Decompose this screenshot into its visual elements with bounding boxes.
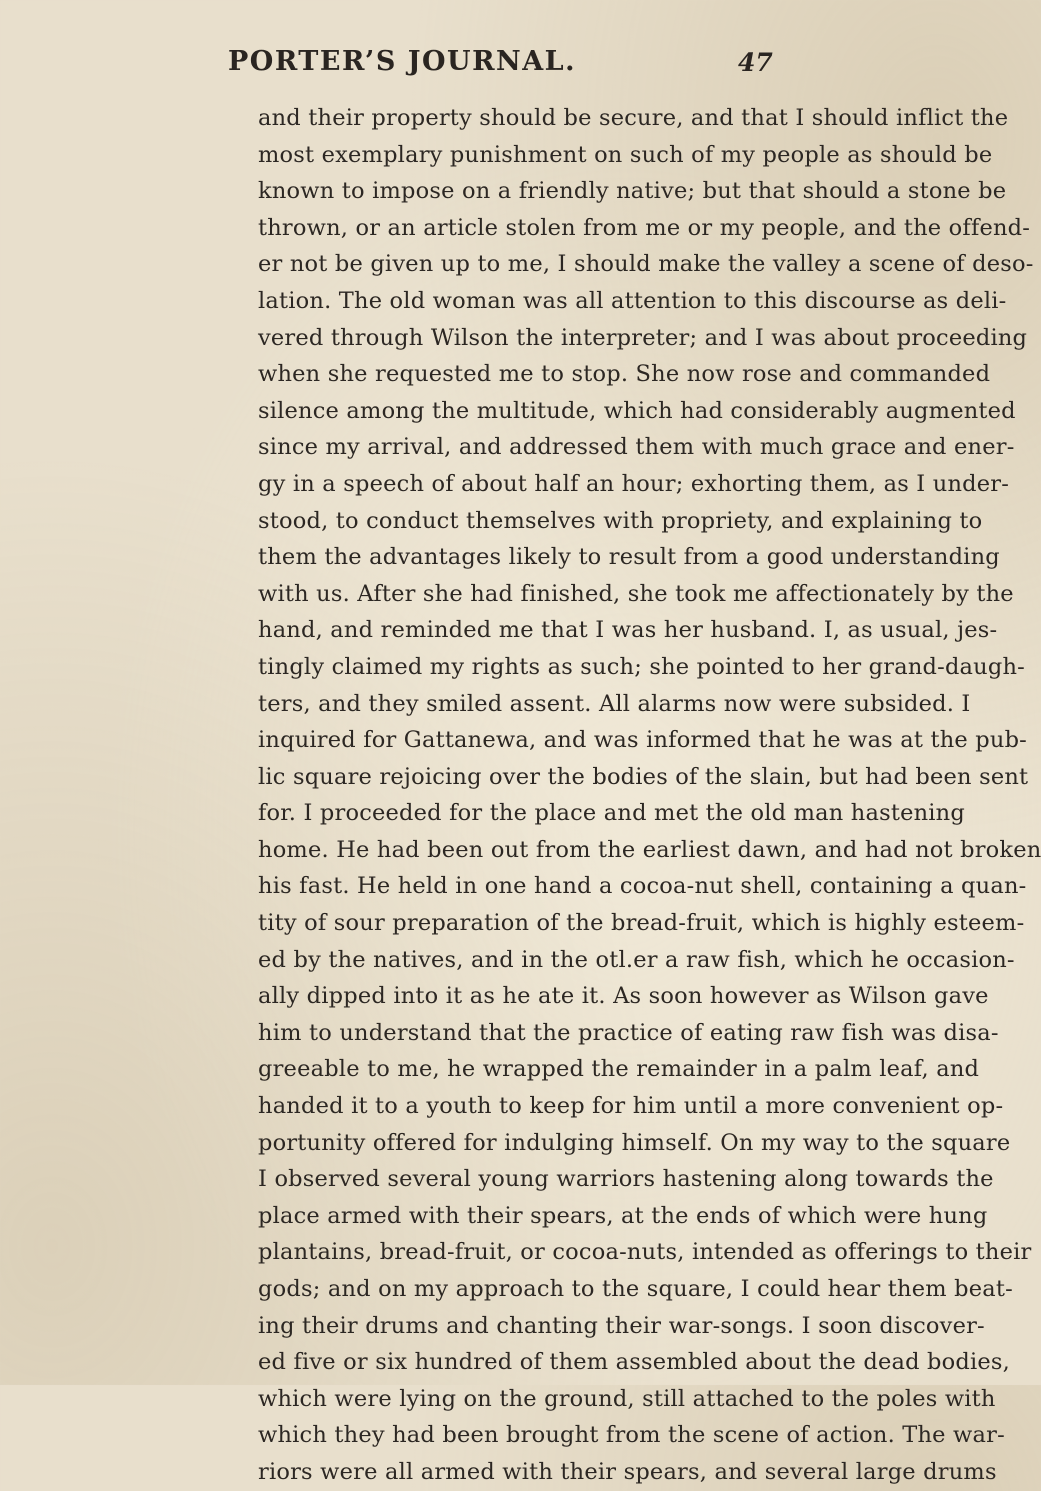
page-number: 47 (738, 48, 773, 77)
text-line: stood, to conduct themselves with propriety, and explaining to (258, 507, 983, 534)
text-line: for. I proceeded for the place and met the old man hastening (258, 800, 965, 827)
text-line: plantains, bread-fruit, or cocoa-nuts, intended as offerings to their (258, 1239, 1032, 1266)
text-line: greeable to me, he wrapped the remainder in a palm leaf, and (258, 1056, 980, 1083)
text-line: with us. After she had finished, she took me affectionately by the (258, 580, 1014, 607)
text-line: gods; and on my approach to the square, I could hear them beat- (258, 1276, 1013, 1302)
text-line: portunity offered for indulging himself. On my way to the square (258, 1129, 1011, 1156)
text-line: and their property should be secure, and that I should inflict the (258, 105, 1009, 131)
text-line: gy in a speech of about half an hour; exhorting them, as I under- (258, 470, 1010, 497)
text-line: vered through Wilson the interpreter; and I was about proceeding (258, 324, 1028, 351)
text-line: since my arrival, and addressed them with much grace and ener- (258, 434, 1015, 461)
text-line: which were lying on the ground, still attached to the poles with (258, 1385, 996, 1412)
text-line: handed it to a youth to keep for him until a more convenient op- (258, 1093, 1004, 1120)
text-line: silence among the multitude, which had considerably augmented (258, 397, 1016, 424)
text-line: tingly claimed my rights as such; she pointed to her grand-daugh- (258, 653, 1025, 680)
running-title: PORTER’S JOURNAL. (228, 46, 577, 77)
text-line: when she requested me to stop. She now rose and commanded (258, 361, 991, 388)
text-line: inquired for Gattanewa, and was informed that he was at the pub- (258, 727, 1027, 754)
text-line: ing their drums and chanting their war-songs. I soon discover- (258, 1312, 985, 1339)
text-line: which they had been brought from the scene of action. The war- (258, 1422, 1005, 1449)
text-line: ed five or six hundred of them assembled about the dead bodies, (258, 1349, 1011, 1376)
text-line: lation. The old woman was all attention to this discourse as deli- (258, 287, 1007, 314)
text-line: home. He had been out from the earliest dawn, and had not broken (258, 836, 1041, 863)
text-line: thrown, or an article stolen from me or my people, and the offend- (258, 214, 1031, 241)
text-line: ed by the natives, and in the otl.er a raw fish, which he occasion- (258, 946, 1015, 973)
text-line: tity of sour preparation of the bread-fruit, which is highly esteem- (258, 910, 1025, 937)
body-text (258, 100, 1041, 1491)
text-line: place armed with their spears, at the ends of which were hung (258, 1202, 988, 1229)
text-line: lic square rejoicing over the bodies of the slain, but had been sent (258, 763, 1029, 790)
text-line: ters, and they smiled assent. All alarms now were subsided. I (258, 690, 971, 717)
text-line: his fast. He held in one hand a cocoa-nut shell, containing a quan- (258, 873, 1027, 900)
text-line: most exemplary punishment on such of my people as should be (258, 141, 993, 168)
text-line: him to understand that the practice of eating raw fish was disa- (258, 1019, 999, 1046)
text-line: riors were all armed with their spears, and several large drums (258, 1458, 997, 1485)
page-header (0, 46, 800, 86)
text-line: ally dipped into it as he ate it. As soon however as Wilson gave (258, 983, 989, 1010)
text-line: hand, and reminded me that I was her husband. I, as usual, jes- (258, 617, 998, 644)
text-line: them the advantages likely to result from a good understanding (258, 544, 1000, 571)
text-line: I observed several young warriors hastening along towards the (258, 1166, 994, 1193)
text-line: known to impose on a friendly native; but that should a stone be (258, 178, 1007, 205)
text-line: er not be given up to me, I should make the valley a scene of deso- (258, 251, 1034, 278)
